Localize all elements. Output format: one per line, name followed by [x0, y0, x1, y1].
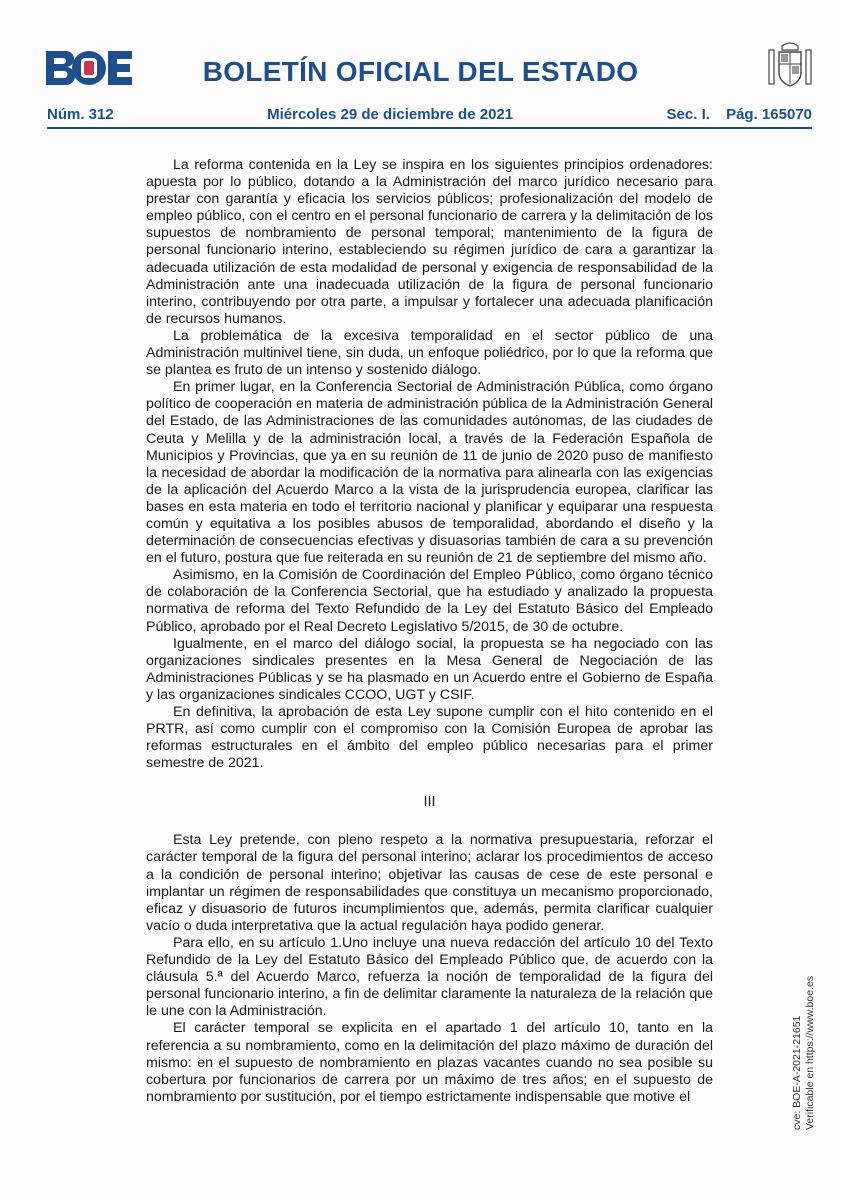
cve-code: cve: BOE-A-2021-21651 — [791, 1015, 803, 1130]
issue-number: Núm. 312 — [47, 106, 114, 123]
paragraph: En primer lugar, en la Conferencia Sectorial de Administración Pública, como órgano político de cooperación en materia de administración pública de la Administración General del Estado, de las Administraciones de las comunidades autónomas, de las ciudades de Ceuta y Melilla y de la administración local, a través de la Federación Española de Municipios y Provincias, que ya en su reunión de 11 de junio de 2020 puso de manifiesto la necesidad de abordar la modificación de la normativa para alinearla con las exigencias de la aplicación del Acuerdo Marco a la vista de la jurisprudencia europea, clarificar las bases en esta materia en todo el territorio nacional y planificar y equiparar una respuesta común y equitativa a los posibles abusos de temporalidad, abordando el diseño y la determinación de consecuencias efectivas y disuasorias también de cara a su prevención en el futuro, postura que fue reiterada en su reunión de 21 de septiembre del mismo año. — [146, 379, 713, 567]
verify-link[interactable]: Verificable en https://www.boe.es — [804, 975, 816, 1130]
paragraph: En definitiva, la aprobación de esta Ley supone cumplir con el hito contenido en el PRTR, así como cumplir con el compromiso con la Comisión Europea de aprobar las reformas estructurales en el ámbito del empleo público necesarias para el primer semestre de 2021. — [146, 704, 713, 772]
section-heading: III — [423, 794, 436, 811]
section-page — [667, 106, 812, 123]
paragraph: Esta Ley pretende, con pleno respeto a la normativa presupuestaria, reforzar el carácter temporal de la figura del personal interino; aclarar los procedimientos de acceso a la condición de personal interino; objetivar las causas de cese de este personal e implantar un régimen de responsabilidades que constituya un mecanismo proporcionado, eficaz y disuasorio de futuros incumplimientos que, además, permita clarificar cualquier vacío o duda interpretativa que la actual regulación haya podido generar. — [146, 832, 713, 934]
sidebar-text — [791, 976, 817, 1130]
header-divider — [47, 127, 812, 129]
document-body — [146, 157, 713, 1106]
paragraph: Asimismo, en la Comisión de Coordinación del Empleo Público, como órgano técnico de colaboración de la Conferencia Sectorial, que ha estudiado y analizado la propuesta normativa de reforma del Texto Refundido de la Ley del Estatuto Básico del Empleado Público, aprobado por el Real Decreto Legislativo 5/2015, de 30 de octubre. — [146, 567, 713, 635]
paragraph: El carácter temporal se explicita en el apartado 1 del artículo 10, tanto en la referencia a su nombramiento, como en la delimitación del plazo máximo de duración del mismo: en el supuesto de nombramiento en plazas vacantes cuando no sea posible su cobertura por funcionarios de carrera por un máximo de tres años; en el supuesto de nombramiento por sustitución, por el tiempo estrictamente indispensable que motive el — [146, 1020, 713, 1105]
paragraph: La reforma contenida en la Ley se inspira en los siguientes principios ordenadores: apuesta por lo público, dotando a la Administración del marco jurídico necesario para prestar con garantía y eficacia los servicios públicos; profesionalización del modelo de empleo público, con el centro en el personal funcionario de carrera y la delimitación de los supuestos de nombramiento de personal temporal; mantenimiento de la figura de personal funcionario interino, estableciendo su régimen jurídico de cara a garantizar la adecuada utilización de esta modalidad de personal y exigencia de responsabilidad de la Administración ante una inadecuada utilización de la figura de personal funcionario interino, contribuyendo por otra parte, a impulsar y fortalecer una adecuada planificación de recursos humanos. — [146, 157, 713, 327]
page-number: Pág. 165070 — [726, 106, 812, 123]
coat-of-arms-icon — [766, 40, 814, 92]
page-title: BOLETÍN OFICIAL DEL ESTADO — [202, 56, 639, 87]
verification-sidebar — [791, 975, 821, 1130]
paragraph: La problemática de la excesiva temporalidad en el sector público de una Administración multinivel tiene, sin duda, un enfoque poliédrico, por lo que la reforma que se plantea es fruto de un intenso y sostenido diálogo. — [146, 327, 713, 379]
section-label: Sec. I. — [666, 106, 710, 123]
issue-date: Miércoles 29 de diciembre de 2021 — [267, 106, 514, 123]
paragraph: Para ello, en su artículo 1.Uno incluye una nueva redacción del artículo 10 del Texto Refundido de la Ley del Estatuto Básico del Empleado Público que, de acuerdo con la cláusula 5.ª del Acuerdo Marco, refuerza la noción de temporalidad de la figura del personal funcionario interino, a fin de delimitar claramente la naturaleza de la relación que le une con la Administración. — [146, 934, 713, 1020]
issue-meta-row — [47, 106, 812, 123]
paragraph: Igualmente, en el marco del diálogo social, la propuesta se ha negociado con las organizaciones sindicales presentes en la Mesa General de Negociación de las Administraciones Públicas y se ha plasmado en un Acuerdo entre el Gobierno de España y las organizaciones sindicales CCOO, UGT y CSIF. — [146, 635, 713, 703]
